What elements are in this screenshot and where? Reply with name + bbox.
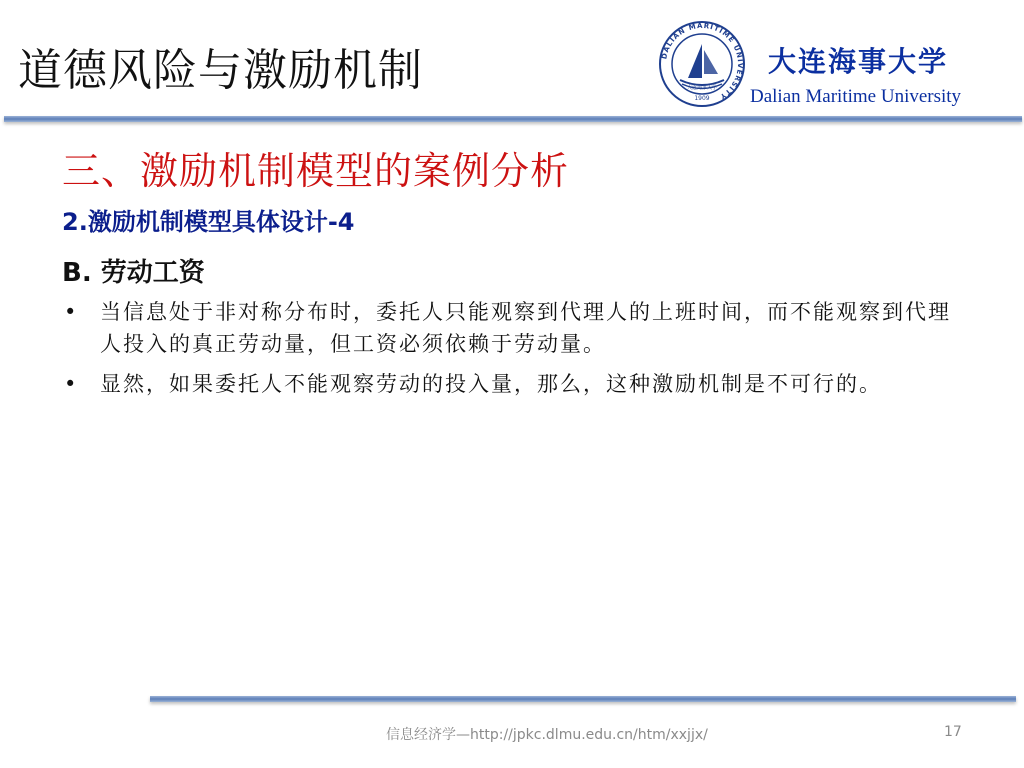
sub-heading: 2.激励机制模型具体设计-4 xyxy=(62,208,355,236)
seal-year: 1909 xyxy=(694,95,710,102)
list-item xyxy=(62,296,962,360)
bullet-icon: • xyxy=(64,372,79,396)
bullet-text: 显然，如果委托人不能观察劳动的投入量，那么，这种激励机制是不可行的。 xyxy=(100,372,882,396)
point-heading: B. 劳动工资 xyxy=(62,258,205,288)
seal-ring-text: DALIAN MARITIME UNIVERSITY xyxy=(660,21,745,101)
university-name-cn: 大连海事大学 xyxy=(768,45,949,78)
header-divider xyxy=(4,116,1022,122)
page-number: 17 xyxy=(944,724,962,740)
bullet-text: 当信息处于非对称分布时，委托人只能观察到代理人的上班时间，而不能观察到代理人投入的真正劳动量，但工资必须依赖于劳动量。 xyxy=(100,300,951,356)
university-name-en: Dalian Maritime University xyxy=(750,86,962,107)
seal-inner-text: 大连海事大学 xyxy=(686,85,718,91)
bullet-icon: • xyxy=(64,300,79,324)
slide-title: 道德风险与激励机制 xyxy=(18,45,423,96)
list-item xyxy=(62,368,962,400)
university-seal-icon xyxy=(658,20,746,108)
section-heading: 三、激励机制模型的案例分析 xyxy=(62,149,570,193)
bullet-list xyxy=(62,296,962,408)
footer-text: 信息经济学—http://jpkc.dlmu.edu.cn/htm/xxjjx/ xyxy=(386,727,708,743)
footer-divider xyxy=(150,696,1016,702)
